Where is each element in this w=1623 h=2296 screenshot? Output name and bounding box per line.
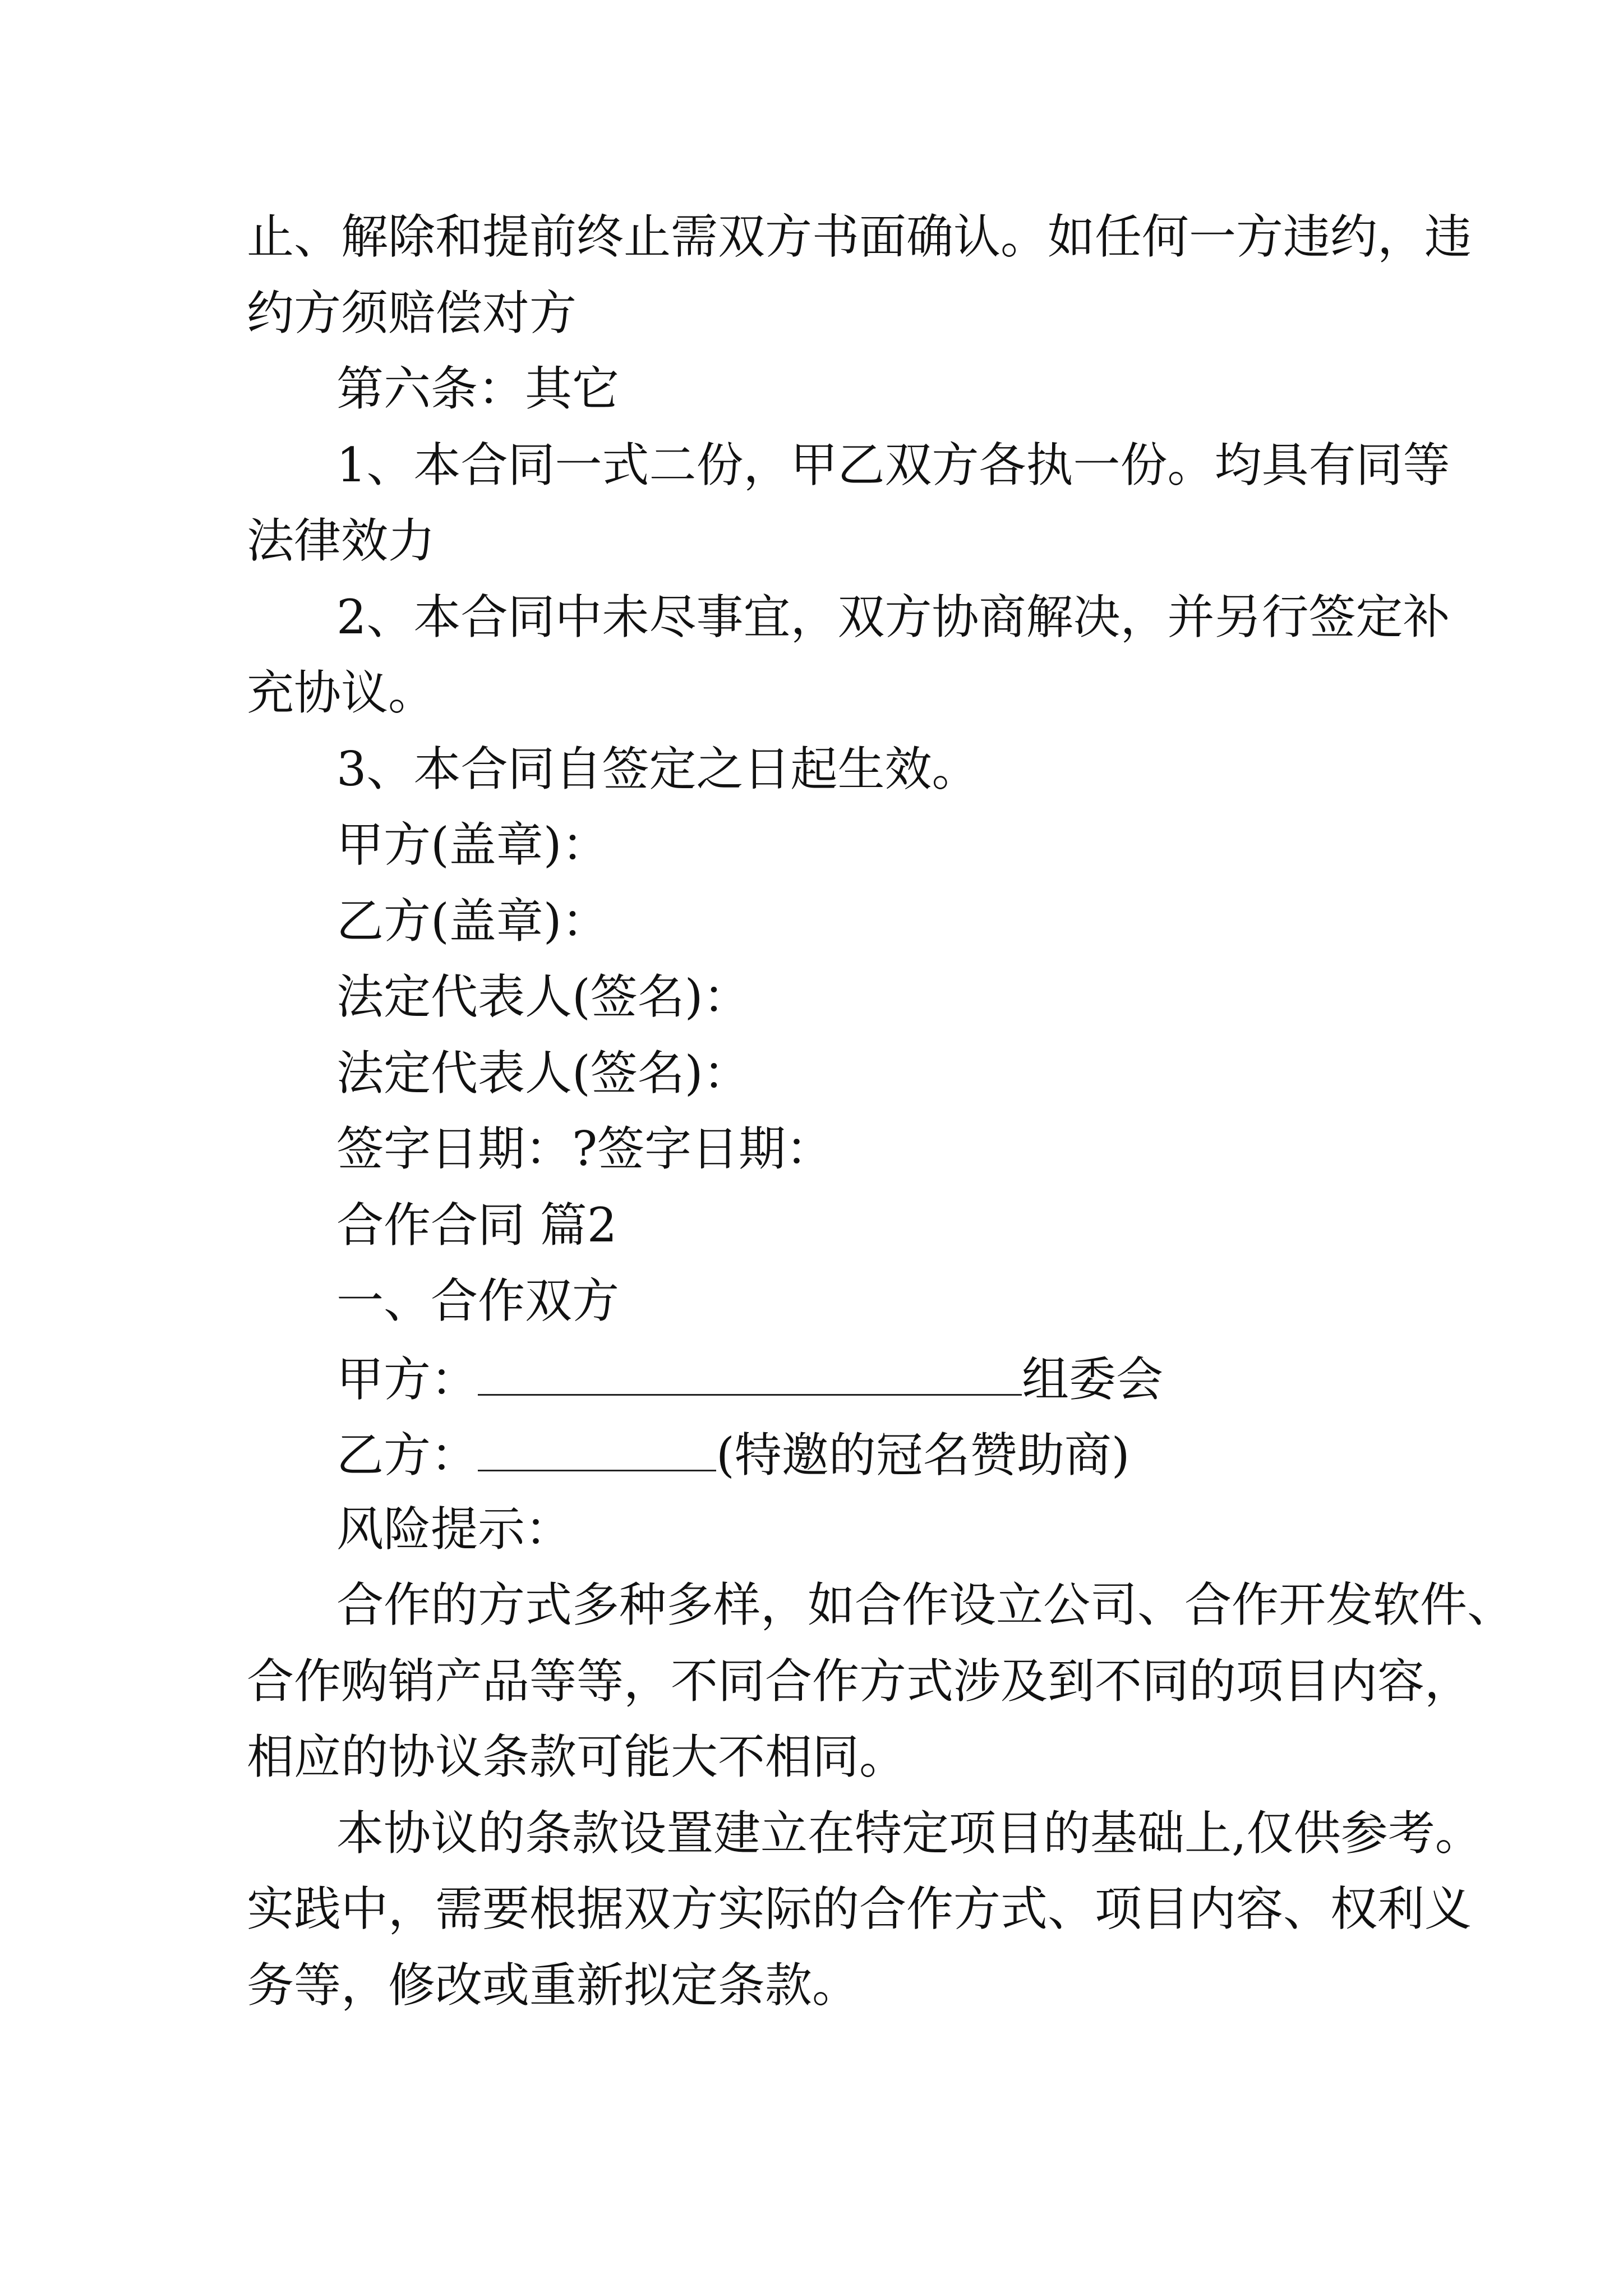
signature-field-label: 法定代表人(签名)： — [336, 969, 750, 1024]
risk-text-line: 务等，修改或重新拟定条款。 — [247, 1958, 860, 2013]
party-b-line — [336, 1425, 1130, 1483]
clause-text-line: 止、解除和提前终止需双方书面确认。如任何一方违约，违 — [247, 209, 1472, 264]
signature-field-label: 法定代表人(签名)： — [336, 1046, 750, 1101]
clause-text-line: 约方须赔偿对方 — [247, 286, 577, 341]
risk-text-line: 实践中，需要根据双方实际的合作方式、项目内容、权利义 — [247, 1881, 1472, 1936]
party-a-blank — [478, 1349, 1022, 1396]
clause-text-line: 2、本合同中未尽事宜，双方协商解决，并另行签定补 — [336, 590, 1450, 645]
signature-date-label: 签字日期：?签字日期： — [336, 1121, 833, 1176]
risk-text-line: 合作的方式多种多样，如合作设立公司、合作开发软件、 — [336, 1577, 1515, 1632]
party-a-line — [336, 1349, 1163, 1407]
signature-field-label: 甲方(盖章)： — [336, 817, 609, 872]
risk-text-line: 本协议的条款设置建立在特定项目的基础上,仅供参考。 — [336, 1806, 1482, 1861]
section-heading: 一、合作双方 — [336, 1273, 620, 1328]
clause-text-line: 3、本合同自签定之日起生效。 — [336, 742, 979, 797]
risk-text-line: 合作购销产品等等，不同合作方式涉及到不同的项目内容， — [247, 1654, 1472, 1709]
article-heading: 第六条：其它 — [336, 361, 620, 416]
party-a-label: 甲方： — [336, 1352, 478, 1407]
risk-heading: 风险提示： — [336, 1502, 573, 1557]
party-b-blank — [478, 1425, 716, 1471]
clause-text-line: 法律效力 — [247, 513, 436, 568]
party-b-label: 乙方： — [336, 1428, 478, 1483]
section-title: 合作合同 篇2 — [336, 1198, 617, 1253]
signature-field-label: 乙方(盖章)： — [336, 894, 609, 949]
risk-text-line: 相应的协议条款可能大不相同。 — [247, 1729, 907, 1784]
clause-text-line: 充协议。 — [247, 665, 436, 720]
party-b-suffix: (特邀的冠名赞助商) — [716, 1428, 1130, 1483]
clause-text-line: 1、本合同一式二份，甲乙双方各执一份。均具有同等 — [336, 438, 1450, 493]
party-a-suffix: 组委会 — [1022, 1352, 1164, 1407]
